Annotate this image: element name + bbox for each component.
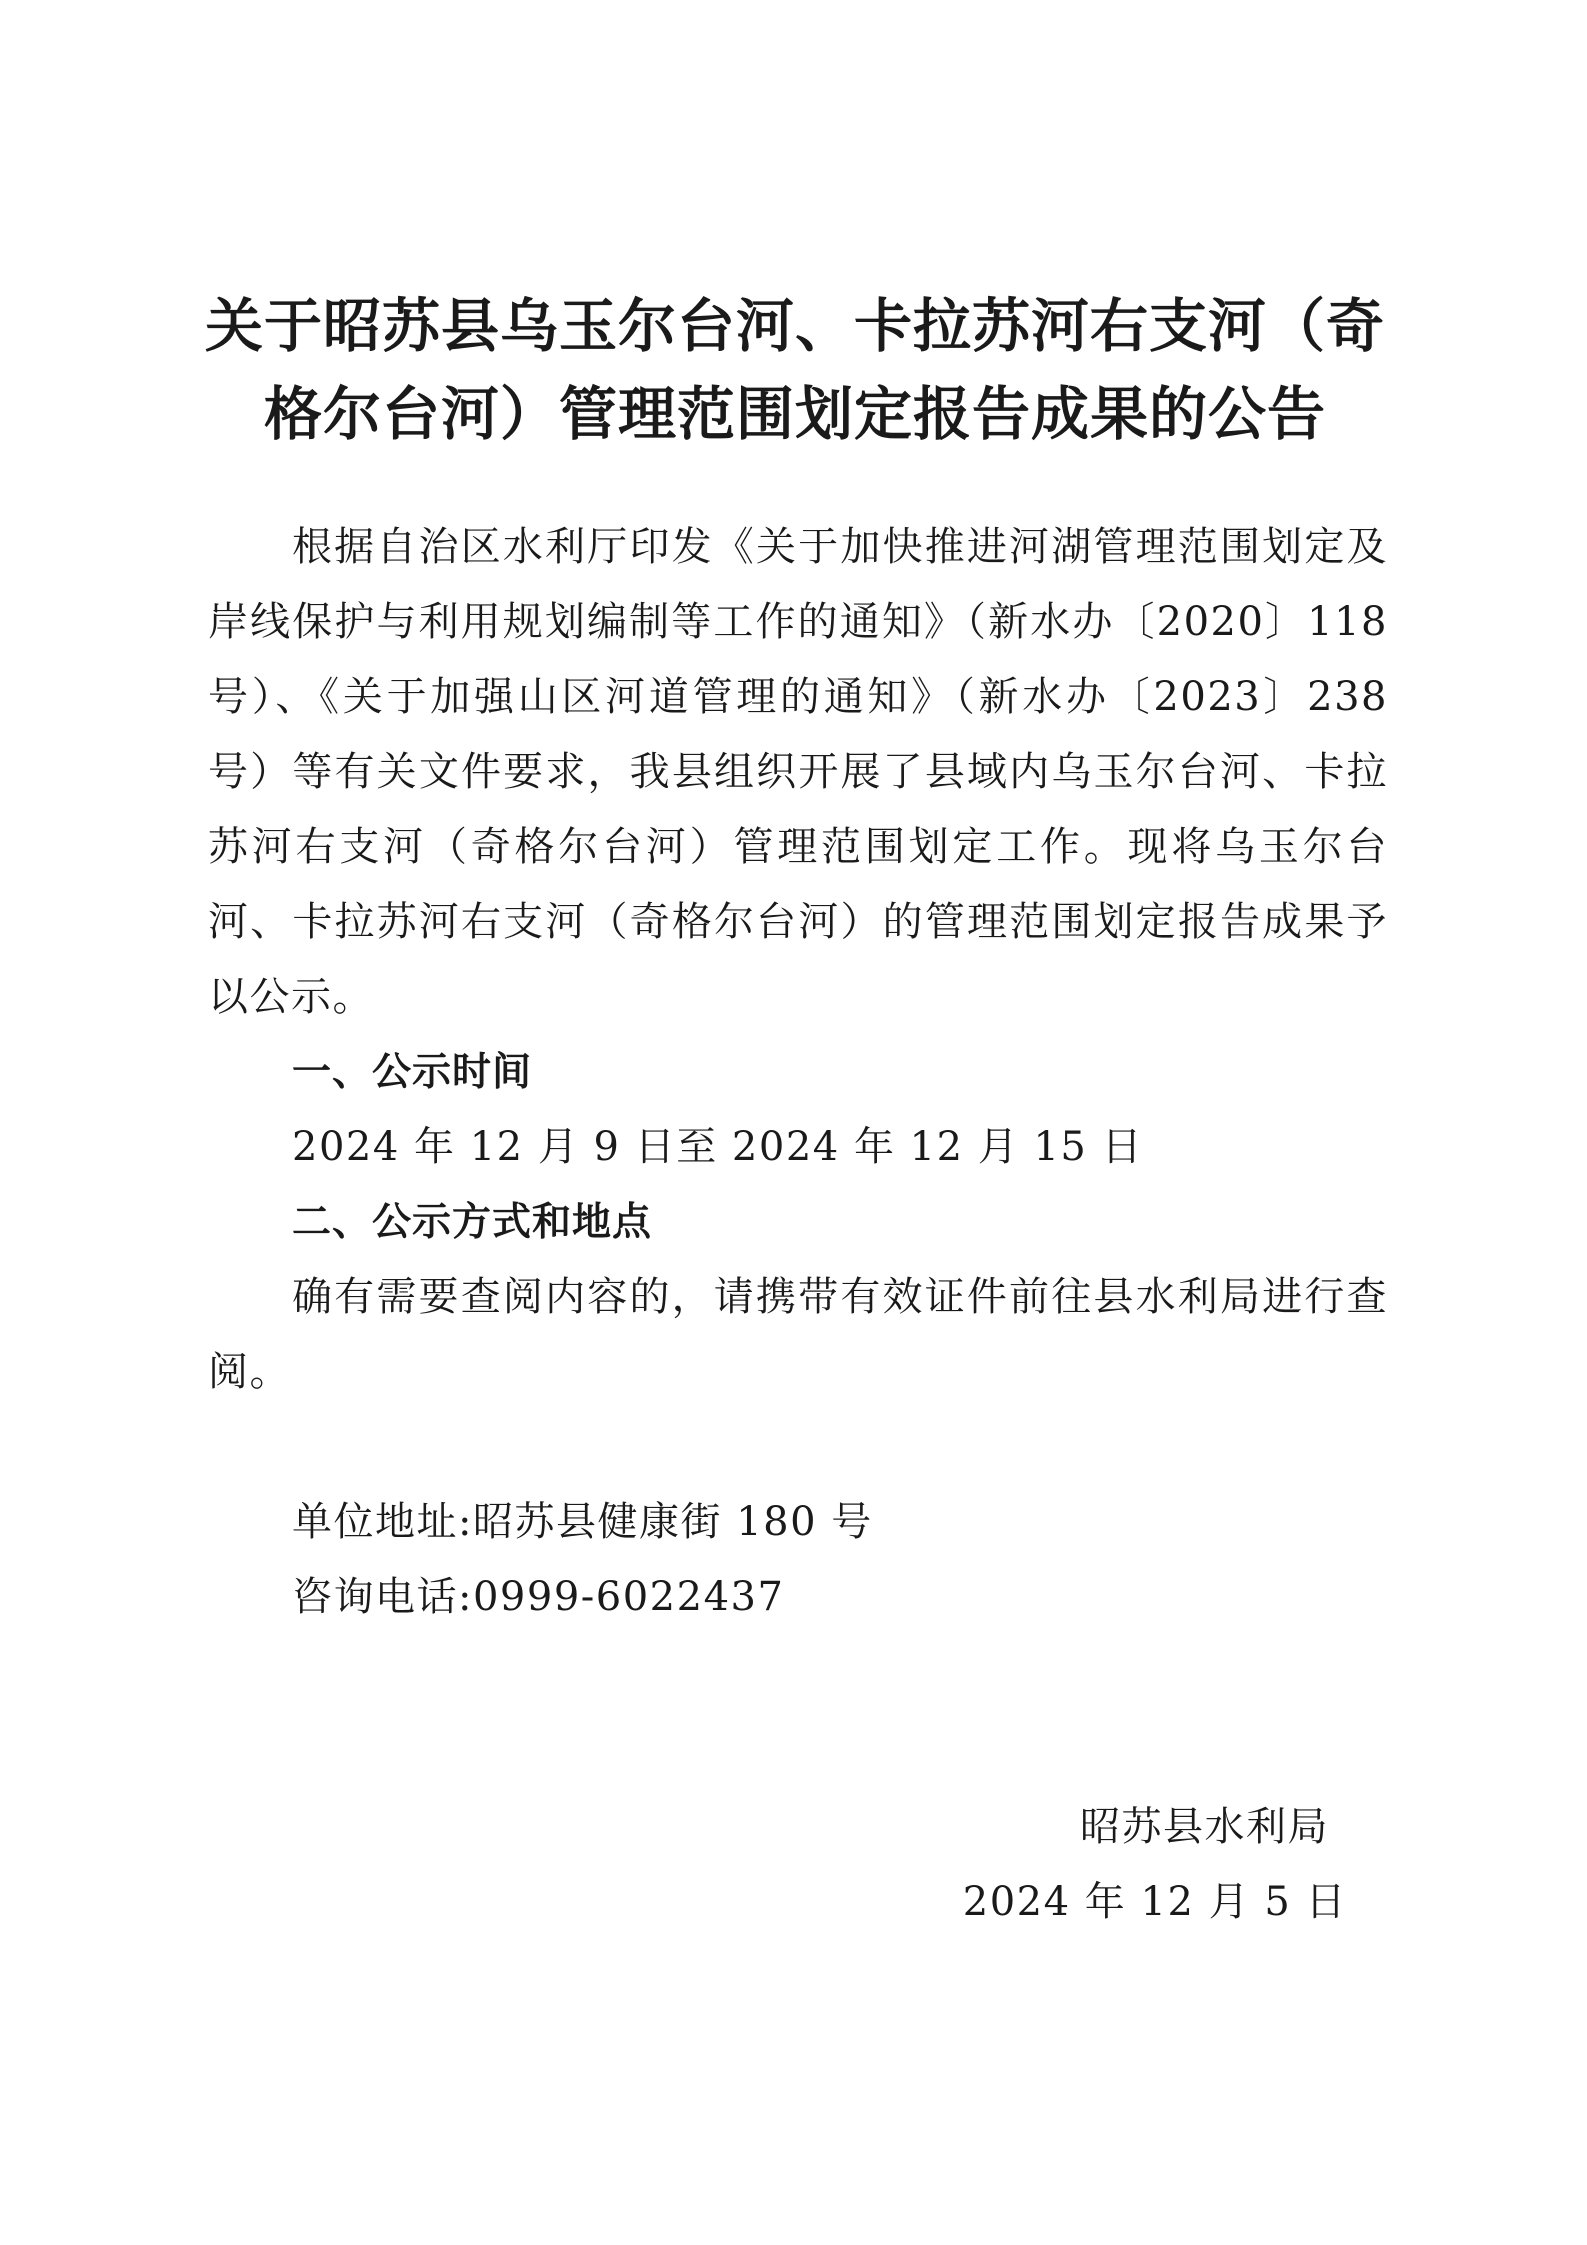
section-heading-time: 一、公示时间 bbox=[292, 1050, 533, 1095]
contact-address: 单位地址:昭苏县健康街 180 号 bbox=[292, 1499, 873, 1545]
intro-paragraph: 根据自治区水利厅印发《关于加快推进河湖管理范围划定及岸线保护与利用规划编制等工作的通知》（新水办〔2020〕118号）、《关于加强山区河道管理的通知》（新水办〔2023〕238号）等有关文件要求，我县组织开展了县域内乌玉尔台河、卡拉苏河右支河（奇格尔台河）管理范围划定工作。现将乌玉尔台河、卡拉苏河右支河（奇格尔台河）的管理范围划定报告成果予以公示。 bbox=[208, 524, 1388, 1020]
document-title bbox=[190, 282, 1400, 458]
title-line-1: 关于昭苏县乌玉尔台河、卡拉苏河右支河（奇 bbox=[204, 292, 1385, 360]
section-heading-method: 二、公示方式和地点 bbox=[292, 1200, 653, 1245]
title-line-2: 格尔台河）管理范围划定报告成果的公告 bbox=[263, 380, 1326, 448]
spacer bbox=[208, 1410, 1388, 1485]
signature-block bbox=[963, 1790, 1347, 1940]
notice-period: 2024 年 12 月 9 日至 2024 年 12 月 15 日 bbox=[292, 1124, 1144, 1170]
signature-date: 2024 年 12 月 5 日 bbox=[962, 1879, 1347, 1925]
document-body bbox=[208, 510, 1388, 1635]
method-paragraph: 确有需要查阅内容的，请携带有效证件前往县水利局进行查阅。 bbox=[208, 1274, 1388, 1395]
signature-org: 昭苏县水利局 bbox=[1080, 1804, 1329, 1850]
contact-phone: 咨询电话:0999-6022437 bbox=[292, 1574, 785, 1620]
